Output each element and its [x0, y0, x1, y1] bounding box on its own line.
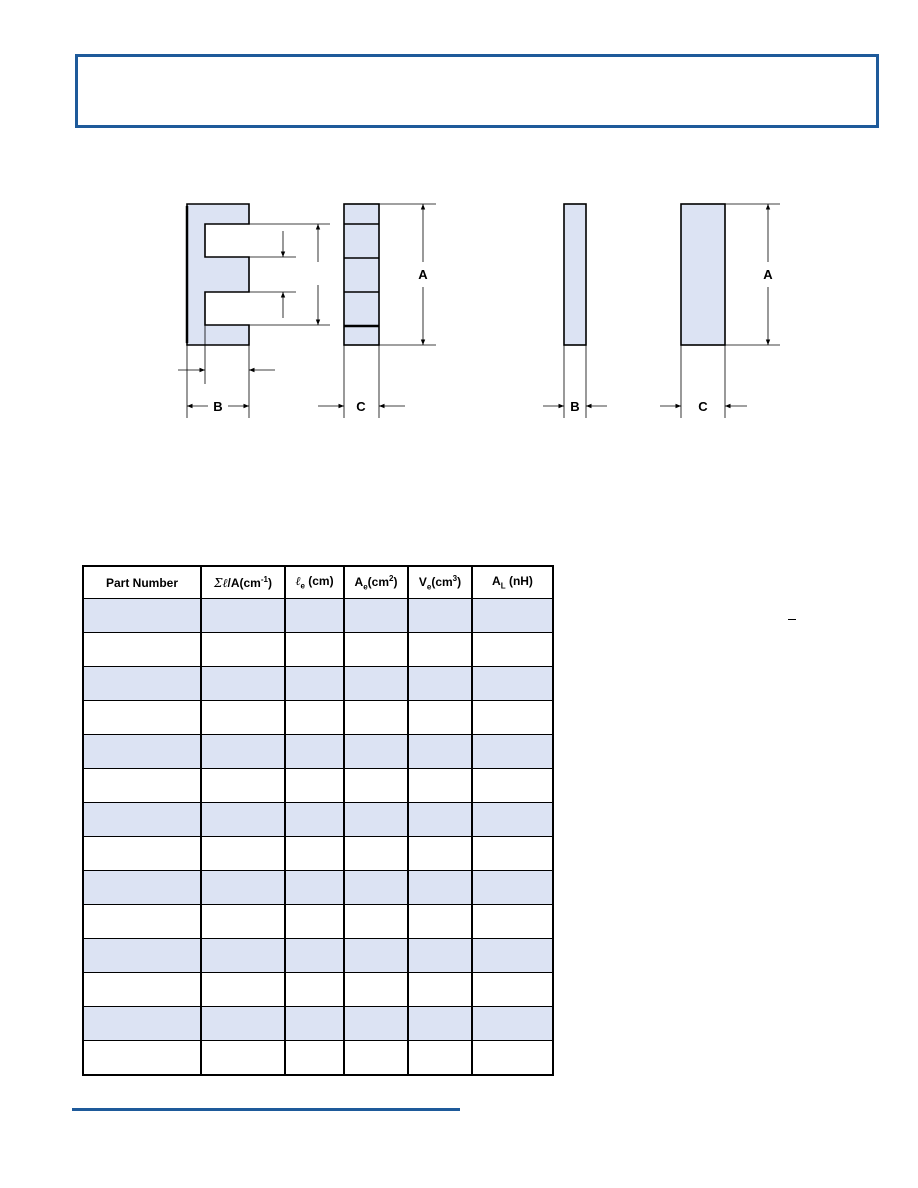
table-cell	[285, 973, 344, 1007]
col-header-path-length: ℓ$_e$ (cm)	[285, 566, 344, 599]
table-cell	[344, 633, 408, 667]
table-cell	[472, 735, 553, 769]
table-cell	[201, 803, 285, 837]
table-cell	[285, 871, 344, 905]
table-cell	[344, 1007, 408, 1041]
table-header-row	[83, 566, 553, 599]
table-cell	[285, 905, 344, 939]
table-cell	[472, 803, 553, 837]
table-row	[83, 905, 553, 939]
table-cell	[344, 701, 408, 735]
table-cell	[201, 939, 285, 973]
table-row	[83, 939, 553, 973]
overbar-mark	[788, 619, 796, 620]
table-cell	[344, 667, 408, 701]
table-cell	[201, 871, 285, 905]
table-cell	[83, 973, 201, 1007]
table-cell	[285, 803, 344, 837]
table-row	[83, 1007, 553, 1041]
table-row	[83, 701, 553, 735]
table-cell	[472, 701, 553, 735]
table-cell	[472, 905, 553, 939]
table-cell	[344, 769, 408, 803]
table-cell	[201, 1041, 285, 1076]
dimension-label-c: C	[356, 399, 366, 414]
e-core-side-view	[344, 204, 379, 345]
core-dimension-drawing	[0, 0, 918, 460]
table-cell	[83, 803, 201, 837]
table-cell	[472, 973, 553, 1007]
table-cell	[285, 599, 344, 633]
table-cell	[472, 1041, 553, 1076]
table-cell	[408, 837, 472, 871]
table-cell	[408, 871, 472, 905]
table-cell	[285, 769, 344, 803]
table-row	[83, 667, 553, 701]
table-cell	[408, 701, 472, 735]
table-row	[83, 871, 553, 905]
table-cell	[408, 735, 472, 769]
table-row	[83, 803, 553, 837]
table-cell	[201, 837, 285, 871]
table-cell	[83, 667, 201, 701]
table-cell	[408, 1041, 472, 1076]
table-cell	[285, 735, 344, 769]
dimension-label-a: A	[418, 267, 428, 282]
table-cell	[83, 939, 201, 973]
table-cell	[83, 599, 201, 633]
table-cell	[201, 769, 285, 803]
table-cell	[201, 701, 285, 735]
i-bar-front-view	[681, 204, 725, 345]
table-cell	[408, 769, 472, 803]
table-cell	[344, 599, 408, 633]
table-cell	[83, 735, 201, 769]
table-cell	[83, 701, 201, 735]
table-cell	[344, 735, 408, 769]
table-cell	[83, 1041, 201, 1076]
col-header-effective-area: $A_e(cm^2)$	[344, 566, 408, 599]
table-cell	[201, 735, 285, 769]
table-cell	[285, 701, 344, 735]
table-cell	[83, 1007, 201, 1041]
table-cell	[472, 667, 553, 701]
table-cell	[285, 1041, 344, 1076]
table-cell	[408, 1007, 472, 1041]
table-row	[83, 973, 553, 1007]
table-cell	[285, 1007, 344, 1041]
table-cell	[344, 939, 408, 973]
table-cell	[408, 973, 472, 1007]
table-cell	[472, 769, 553, 803]
table-cell	[344, 1041, 408, 1076]
table-cell	[344, 905, 408, 939]
col-header-effective-volume: $V_e(cm^3)$	[408, 566, 472, 599]
footer-rule	[72, 1108, 460, 1111]
table-cell	[83, 837, 201, 871]
table-cell	[344, 803, 408, 837]
i-bar-side-view	[564, 204, 586, 345]
table-row	[83, 633, 553, 667]
table-cell	[408, 803, 472, 837]
col-header-inductance-factor: $A_L$ (nH)	[472, 566, 553, 599]
e-core-front-view	[187, 204, 249, 345]
table-cell	[201, 1007, 285, 1041]
table-cell	[285, 633, 344, 667]
table-cell	[472, 633, 553, 667]
table-row	[83, 735, 553, 769]
table-cell	[472, 871, 553, 905]
table-cell	[344, 973, 408, 1007]
dimension-label-c-ibar: C	[698, 399, 708, 414]
table-cell	[201, 599, 285, 633]
table-cell	[408, 633, 472, 667]
table-cell	[83, 633, 201, 667]
table-cell	[408, 599, 472, 633]
table-row	[83, 837, 553, 871]
table-cell	[472, 837, 553, 871]
core-parameters-table	[82, 565, 554, 1076]
table-cell	[285, 667, 344, 701]
table-cell	[201, 667, 285, 701]
table-cell	[344, 837, 408, 871]
table-cell	[201, 973, 285, 1007]
dimension-label-b: B	[213, 399, 223, 414]
table-cell	[201, 633, 285, 667]
col-header-part-number: Part Number	[83, 566, 201, 599]
dimension-label-a-ibar: A	[763, 267, 773, 282]
table-row	[83, 599, 553, 633]
table-cell	[83, 871, 201, 905]
table-row	[83, 1041, 553, 1076]
table-cell	[83, 769, 201, 803]
table-cell	[472, 1007, 553, 1041]
table-cell	[285, 837, 344, 871]
dimension-label-b-ibar: B	[570, 399, 580, 414]
table-cell	[472, 939, 553, 973]
table-cell	[408, 905, 472, 939]
col-header-core-constant: $\Sigma\ell/A(cm^{-1})$	[201, 566, 285, 599]
table-cell	[83, 905, 201, 939]
table-cell	[472, 599, 553, 633]
table-cell	[344, 871, 408, 905]
table-cell	[285, 939, 344, 973]
table-cell	[201, 905, 285, 939]
table-row	[83, 769, 553, 803]
table-cell	[408, 667, 472, 701]
table-cell	[408, 939, 472, 973]
